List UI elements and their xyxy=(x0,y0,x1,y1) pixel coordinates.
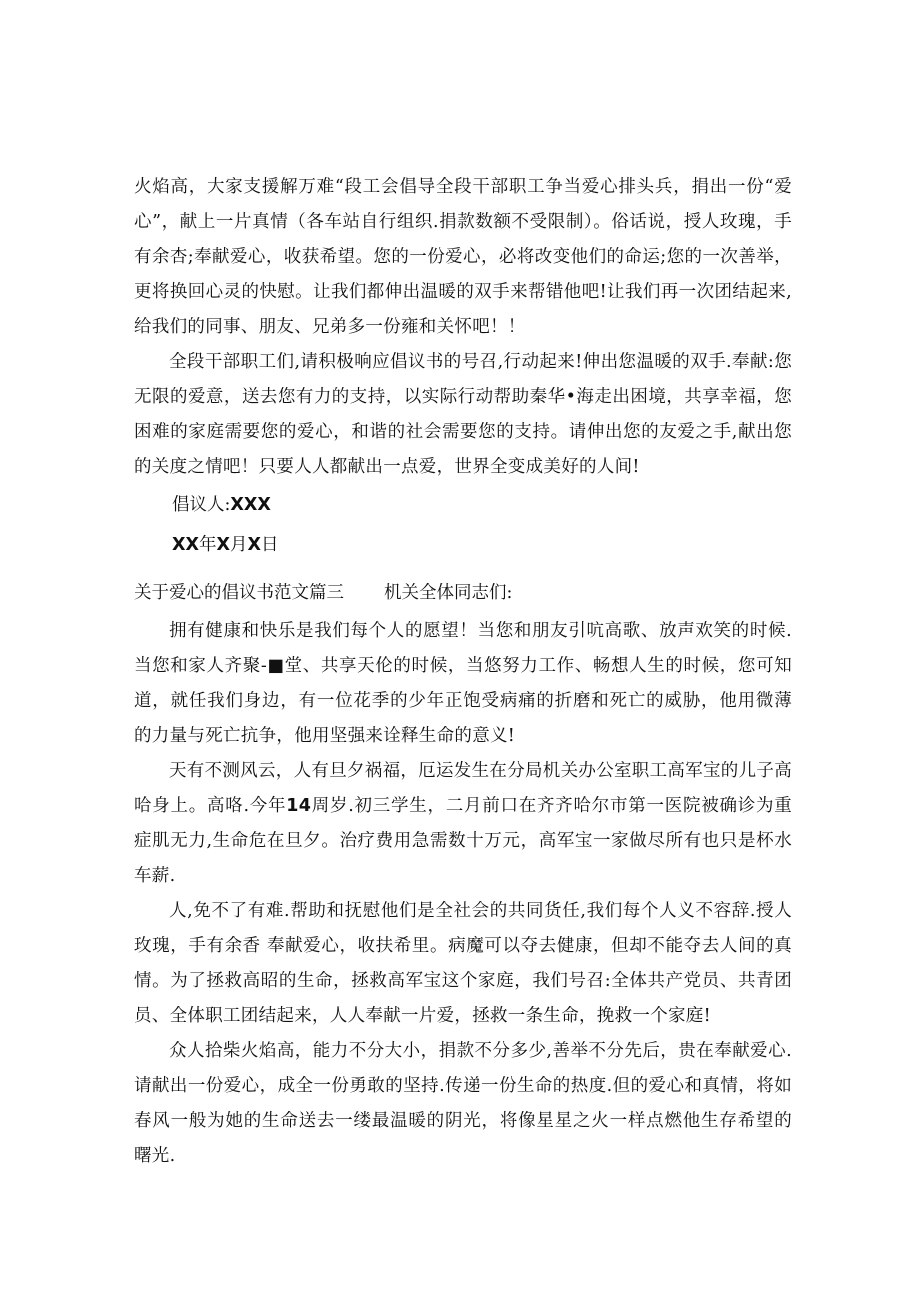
section-heading-line xyxy=(134,576,512,611)
paragraph-closing: 众人拾柴火焰高，能力不分大小，捐款不分多少,善举不分先后，贵在奉献爱心.请献出一份爱心，成全一份勇敢的坚持.传递一份生命的热度.但的爱心和真情，将如春风一般为她的生命送去一缕最温暖的阴光，将像星星之火一样点燃他生存希望的曙光. xyxy=(134,1041,792,1166)
top-paragraphs xyxy=(134,170,792,485)
paragraph-call-to-action: 人,免不了有难.帮助和抚慰他们是全社会的共同货任,我们每个人义不容辞.授人玫瑰，手有余香 奉献爱心，收扶希里。病魔可以夺去健康，但却不能夺去人间的真情。为了拯救高昭的生命，拯救高军宝这个家庭，我们号召:全体共产党员、共青团员、全体职工团结起来，人人奉献一片爱，拯救一条生命，挽救一个家庭! xyxy=(134,901,792,1026)
paragraph-health: 拥有健康和快乐是我们每个人的愿望！当您和朋友引吭高歌、放声欢笑的时候.当您和家人齐聚-■堂、共享天伦的时候，当悠努力工作、畅想人生的时候，您可知道，就任我们身边，有一位花季的少年正饱受病痛的折磨和死亡的威胁，他用微薄的力量与死亡抗争，他用坚强来诠释生命的意义! xyxy=(134,621,792,746)
signature-name: XXX xyxy=(230,495,271,515)
date-month-char: 月 xyxy=(230,535,248,555)
date-day-value: X xyxy=(247,535,261,555)
illness-text-a: 天有不测风云，人有旦夕祸福，厄运发生在分局机关办公室职工高军宝的儿子高哈身上。高咯.今年 xyxy=(134,761,792,816)
signature-label: 倡议人: xyxy=(172,495,231,515)
age-value: 14 xyxy=(286,796,312,816)
section-title: 关于爱心的倡议书范文篇三 xyxy=(134,583,344,603)
date-year-value: XX xyxy=(172,535,199,555)
paragraph-continuation: 火焰高，大家支援解万难“段工会倡导全段干部职工争当爱心排头兵，捐出一份“爱心”，献上一片真情（各车站自行组织.捐款数额不受限制）。俗话说，授人玫瑰，手有余杏;奉献爱心，收获希望。您的一份爱心，必将改变他们的命运;您的一次善举，更将换回心灵的快慰。让我们都伸出温暖的双手来帮错他吧!让我们再一次团结起来,给我们的同事、朋友、兄弟多一份雍和关怀吧！！ xyxy=(134,177,792,337)
salutation: 机关全体同志们: xyxy=(384,583,513,603)
section-three-body xyxy=(134,614,792,1174)
date-day-char: 日 xyxy=(261,535,279,555)
date-month-value: X xyxy=(216,535,230,555)
signature-line xyxy=(172,488,271,523)
date-year-char: 年 xyxy=(199,535,217,555)
illness-text-b: 周岁.初三学生，二月前口在齐齐哈尔市第一医院被确诊为重症肌无力,生命危在旦夕。治疗费用急需数十万元，高军宝一家做尽所有也只是杯水车薪. xyxy=(134,796,792,886)
date-line xyxy=(172,528,279,563)
paragraph-illness xyxy=(134,754,792,894)
paragraph-appeal: 全段干部职工们,请积极响应倡议书的号召,行动起来!伸出您温暖的双手.奉献:您无限的爱意，送去您有力的支持，以实际行动帮助秦华•海走出困境，共享幸福，您困难的家庭需要您的爱心，和谐的社会需要您的支持。请伸出您的友爱之手,献出您的关度之情吧！只要人人都献出一点爱，世界全变成美好的人间! xyxy=(134,352,792,477)
